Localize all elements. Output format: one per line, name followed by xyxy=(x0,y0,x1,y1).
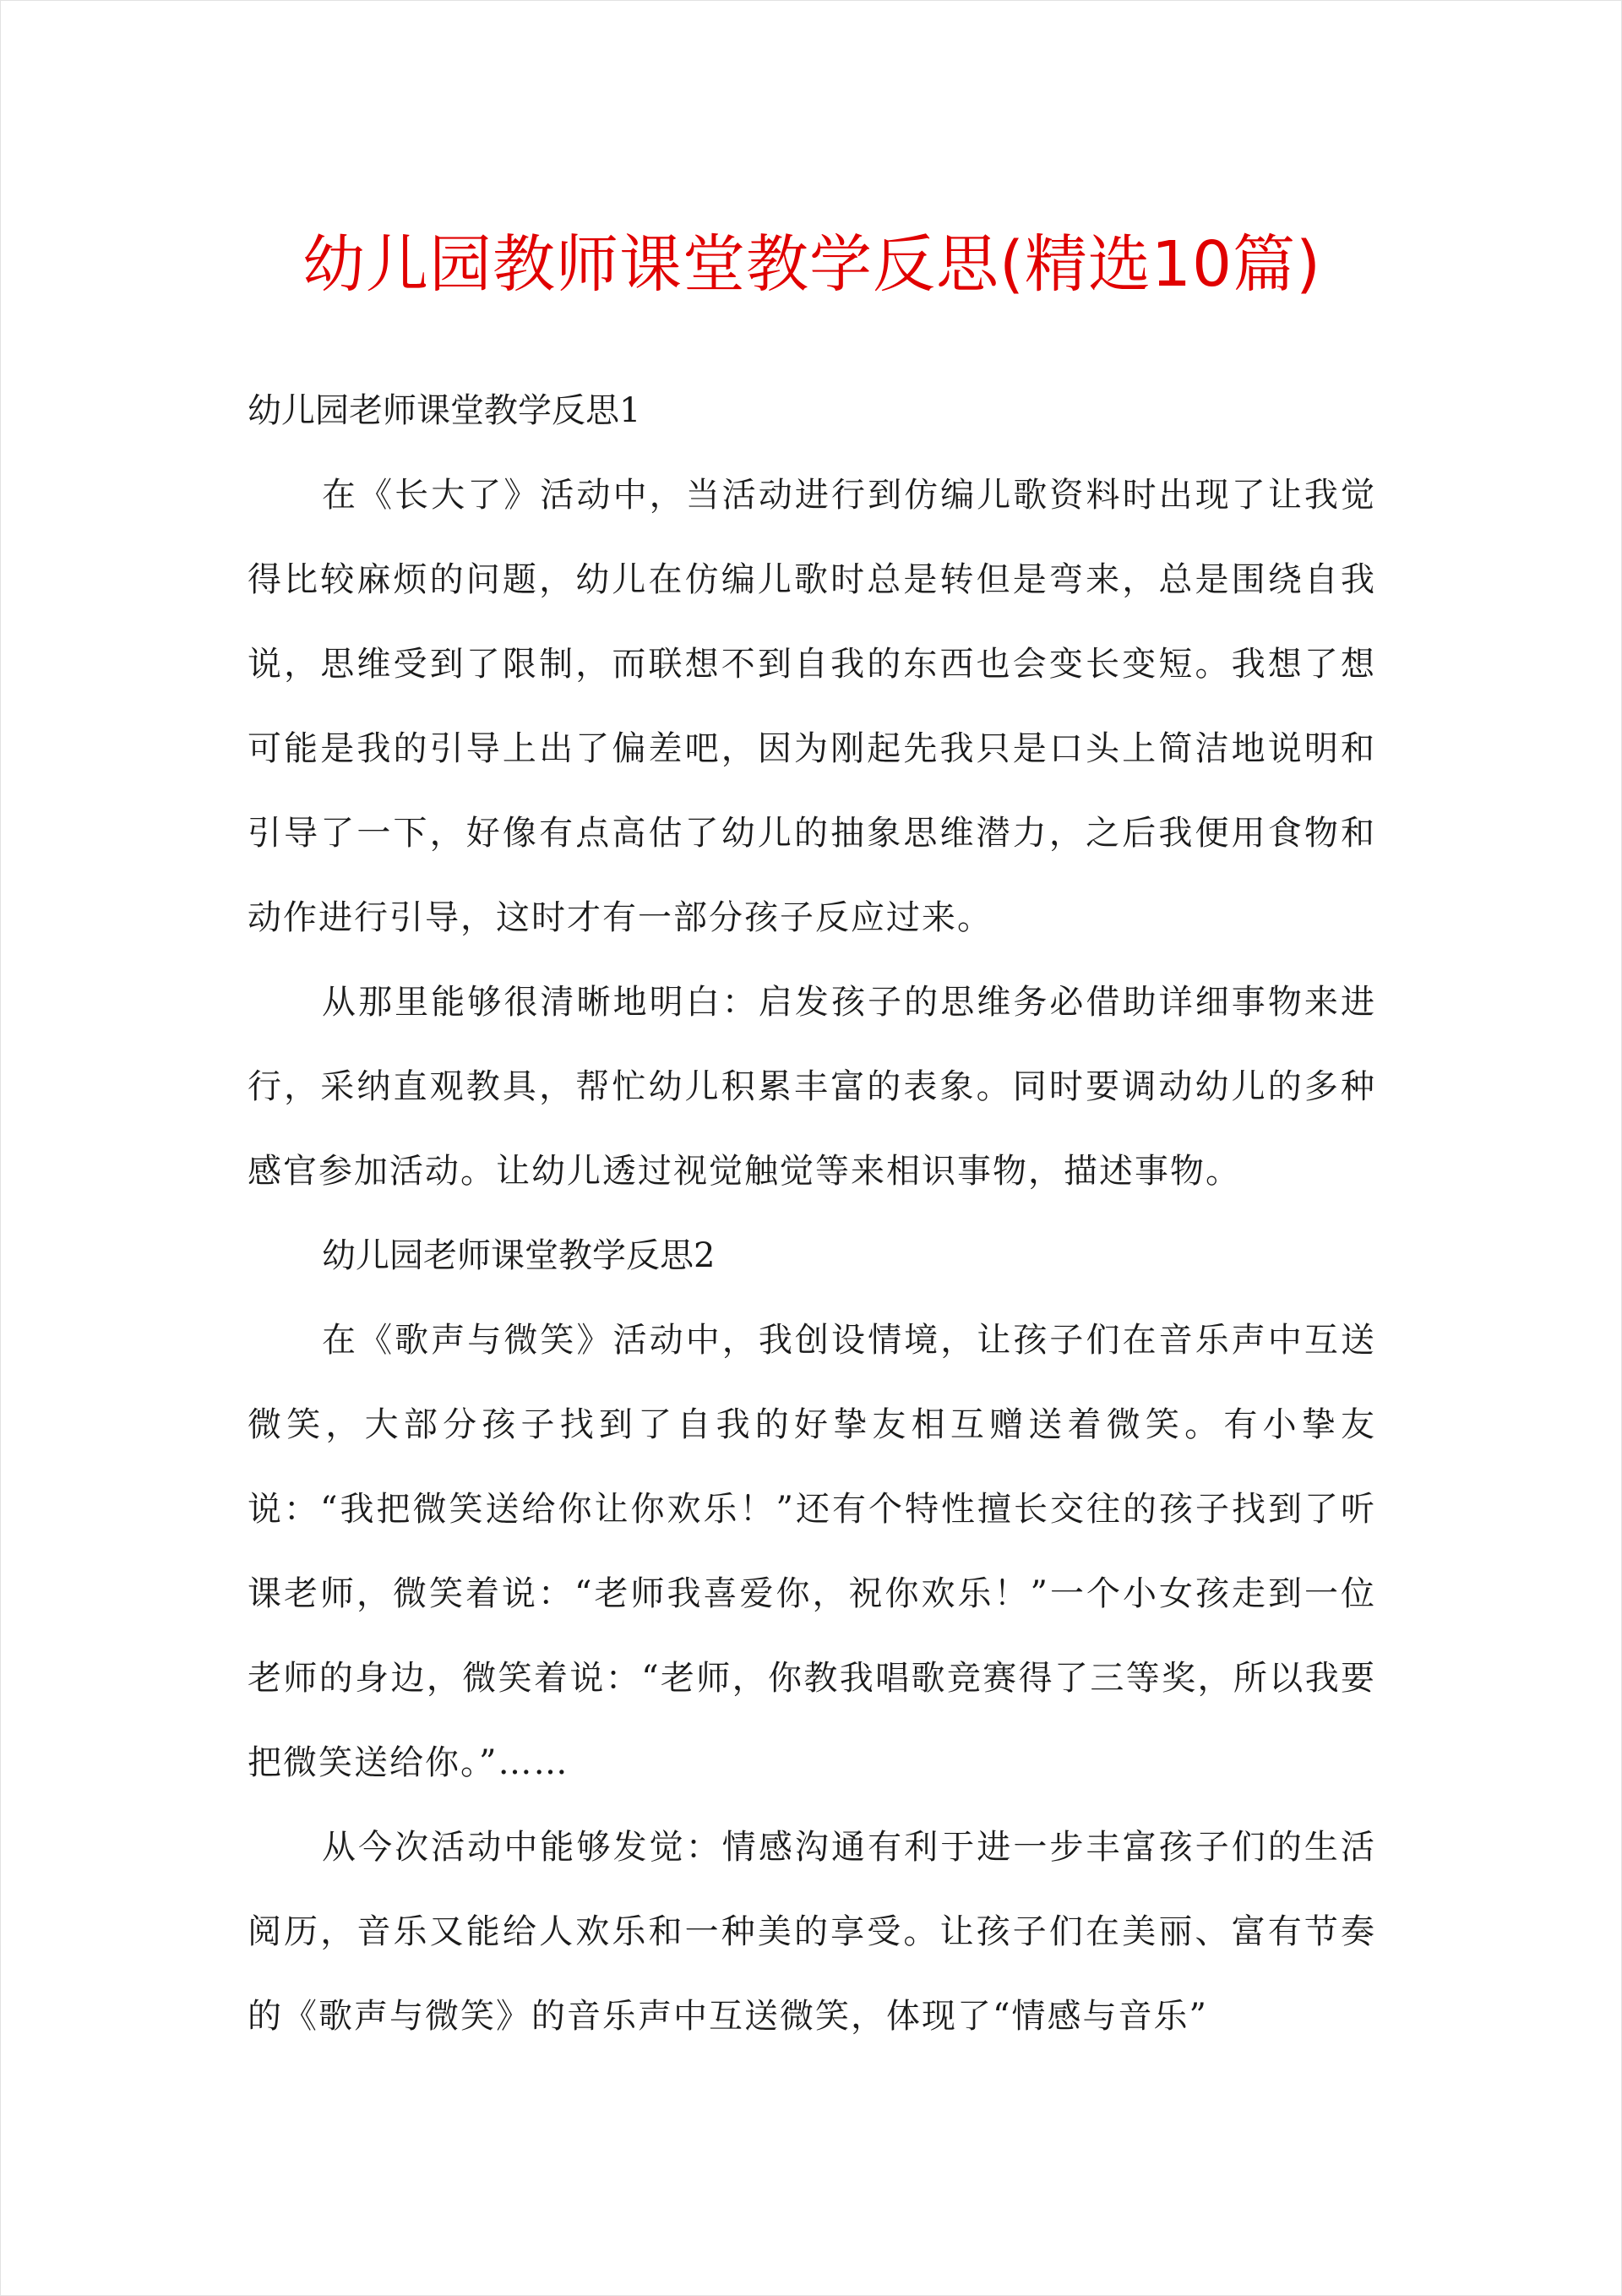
paragraph: 从今次活动中能够发觉：情感沟通有利于进一步丰富孩子们的生活阅历，音乐又能给人欢乐和一种美的享受。让孩子们在美丽、富有节奏的《歌声与微笑》的音乐声中互送微笑，体现了“情感与音乐” xyxy=(248,1828,1376,2036)
document-title: 幼儿园教师课堂教学反思(精选10篇) xyxy=(302,228,1321,301)
paragraph: 在《长大了》活动中，当活动进行到仿编儿歌资料时出现了让我觉得比较麻烦的问题，幼儿在仿编儿歌时总是转但是弯来，总是围绕自我说，思维受到了限制，而联想不到自我的东西也会变长变短。我想了想可能是我的引导上出了偏差吧，因为刚起先我只是口头上简洁地说明和引导了一下，好像有点高估了幼儿的抽象思维潜力，之后我便用食物和动作进行引导，这时才有一部分孩子反应过来。 xyxy=(248,476,1376,937)
document-body xyxy=(248,368,1376,2059)
paragraph: 在《歌声与微笑》活动中，我创设情境，让孩子们在音乐声中互送微笑，大部分孩子找到了自我的好挚友相互赠送着微笑。有小挚友说：“我把微笑送给你让你欢乐！”还有个特性擅长交往的孩子找到了听课老师，微笑着说：“老师我喜爱你，祝你欢乐！”一个小女孩走到一位老师的身边，微笑着说：“老师，你教我唱歌竞赛得了三等奖，所以我要把微笑送给你。”…… xyxy=(248,1321,1376,1782)
section-heading-1: 幼儿园老师课堂教学反思1 xyxy=(248,391,641,430)
paragraph: 从那里能够很清晰地明白：启发孩子的思维务必借助详细事物来进行，采纳直观教具，帮忙幼儿积累丰富的表象。同时要调动幼儿的多种感官参加活动。让幼儿透过视觉触觉等来相识事物，描述事物。 xyxy=(248,983,1376,1191)
section-heading-2: 幼儿园老师课堂教学反思2 xyxy=(322,1236,716,1275)
